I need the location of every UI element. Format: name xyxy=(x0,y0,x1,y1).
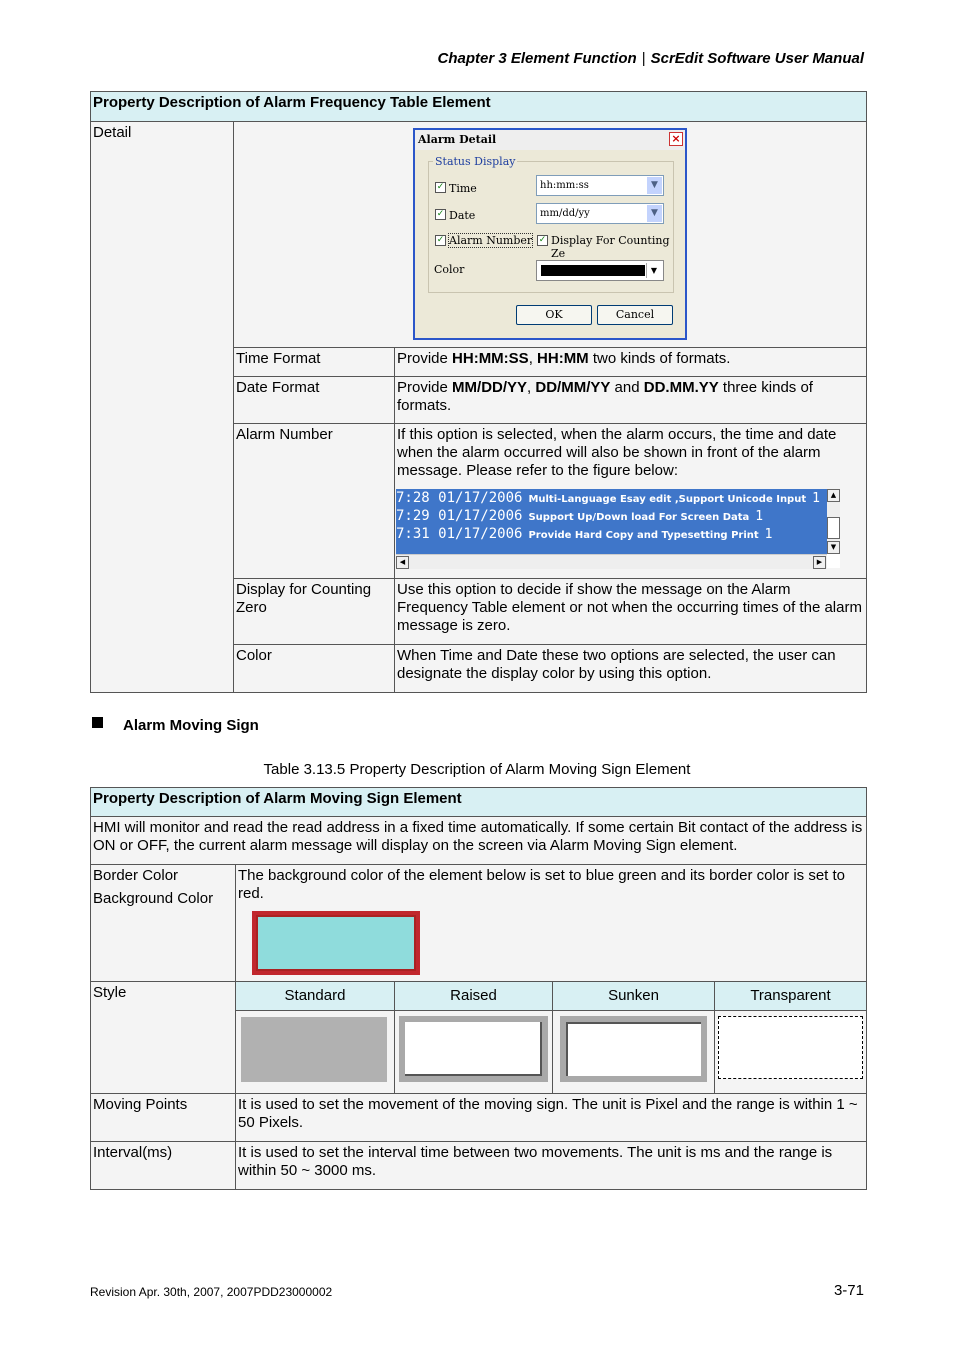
sunken-style-sample xyxy=(560,1016,707,1082)
chevron-down-icon: ▼ xyxy=(646,263,661,278)
time-label: Time xyxy=(449,182,477,195)
row-desc: When Time and Date these two options are selected, the user can designate the display color by using this option. xyxy=(395,645,867,693)
time-format-select[interactable]: hh:mm:ss ▼ xyxy=(536,175,664,196)
row-name: Display for Counting Zero xyxy=(234,579,395,645)
list-item: 7:29 01/17/2006 Support Up/Down load For Screen Data 1 xyxy=(396,508,764,524)
header-separator: | xyxy=(641,50,646,67)
style-transparent: Transparent xyxy=(715,982,867,1011)
alarm-detail-dialog xyxy=(413,128,687,340)
row-desc: It is used to set the interval time between two movements. The unit is ms and the range is within 50 ~ 3000 ms. xyxy=(236,1142,867,1190)
scroll-down-icon[interactable]: ▼ xyxy=(827,541,840,554)
group-label: Status Display xyxy=(435,155,516,168)
row-desc: Provide HH:MM:SS, HH:MM two kinds of formats. xyxy=(395,348,867,377)
scroll-up-icon[interactable]: ▲ xyxy=(827,489,840,502)
transparent-style-sample xyxy=(718,1016,863,1079)
color-swatch xyxy=(541,265,645,276)
intro-text: HMI will monitor and read the read address in a fixed time automatically. If some certain Bit contact of the address is ON or OFF, the current alarm message will display on the screen via Alarm Moving Sign element. xyxy=(91,817,867,865)
scroll-left-icon[interactable]: ◀ xyxy=(396,556,409,569)
row-desc: It is used to set the movement of the moving sign. The unit is Pixel and the range is within 1 ~ 50 Pixels. xyxy=(236,1094,867,1142)
vertical-scrollbar[interactable] xyxy=(827,489,840,554)
list-item: 7:31 01/17/2006 Provide Hard Copy and Typesetting Print 1 xyxy=(396,526,773,542)
chevron-down-icon: ▼ xyxy=(647,205,662,222)
scroll-right-icon[interactable]: ▶ xyxy=(813,556,826,569)
color-desc: The background color of the element below is set to blue green and its border color is set to red. xyxy=(236,865,867,982)
color-picker[interactable] xyxy=(536,260,664,281)
row-name: Alarm Number xyxy=(234,424,395,579)
table-caption: Table 3.13.5 Property Description of Alarm Moving Sign Element xyxy=(263,761,691,778)
dialog-titlebar xyxy=(415,130,685,150)
style-raised: Raised xyxy=(395,982,553,1011)
time-checkbox[interactable]: ✓ xyxy=(436,182,445,192)
row-desc: Use this option to decide if show the message on the Alarm Frequency Table element or not when the occurring times of the alarm message is zero. xyxy=(395,579,867,645)
dialog-title: Alarm Detail xyxy=(418,133,497,146)
counting-zero-checkbox[interactable]: ✓ xyxy=(538,235,547,245)
bullet-icon xyxy=(92,717,103,728)
raised-style-sample xyxy=(399,1016,548,1082)
date-format-select[interactable]: mm/dd/yy ▼ xyxy=(536,203,664,224)
style-standard: Standard xyxy=(236,982,395,1011)
running-header xyxy=(437,50,864,67)
style-label: Style xyxy=(91,982,236,1094)
cancel-button[interactable]: Cancel xyxy=(597,305,673,325)
close-icon[interactable]: × xyxy=(669,132,683,146)
standard-style-sample xyxy=(241,1017,387,1082)
row-name: Date Format xyxy=(234,377,395,424)
row-name: Moving Points xyxy=(91,1094,236,1142)
list-item: 7:28 01/17/2006 Multi-Language Esay edit ,Support Unicode Input 1 xyxy=(396,490,820,506)
moving-sign-color-demo xyxy=(252,911,420,975)
date-checkbox[interactable]: ✓ xyxy=(436,209,445,219)
detail-label: Detail xyxy=(91,122,234,693)
background-color-label: Background Color xyxy=(93,890,214,907)
chevron-down-icon: ▼ xyxy=(647,177,662,194)
date-label: Date xyxy=(449,209,476,222)
horizontal-scrollbar[interactable] xyxy=(396,554,827,569)
page-number: 3-71 xyxy=(833,1282,864,1299)
row-name: Time Format xyxy=(234,348,395,377)
alarm-list-figure xyxy=(396,489,840,568)
alarm-moving-sign-table xyxy=(90,787,867,1190)
color-label: Color xyxy=(434,263,465,276)
manual-title: ScrEdit Software User Manual xyxy=(650,50,864,67)
scroll-thumb[interactable] xyxy=(827,517,840,539)
row-name: Interval(ms) xyxy=(91,1142,236,1190)
table-title: Property Description of Alarm Frequency Table Element xyxy=(91,92,867,122)
color-labels xyxy=(91,865,236,982)
style-sunken: Sunken xyxy=(553,982,715,1011)
row-desc: If this option is selected, when the alarm occurs, the time and date when the alarm occurred will also be shown in front of the alarm message. Please refer to the figure below: xyxy=(395,424,867,579)
border-color-label: Border Color xyxy=(93,867,179,884)
chapter-title: Chapter 3 Element Function xyxy=(437,50,637,67)
alarm-number-label: Alarm Number xyxy=(449,234,533,247)
footer-revision: Revision Apr. 30th, 2007, 2007PDD23000002 xyxy=(90,1285,333,1299)
row-name: Color xyxy=(234,645,395,693)
ok-button[interactable]: OK xyxy=(516,305,592,325)
row-desc: Provide MM/DD/YY, DD/MM/YY and DD.MM.YY three kinds of formats. xyxy=(395,377,867,424)
table-title: Property Description of Alarm Moving Sign Element xyxy=(91,788,867,817)
counting-zero-label: Display For Counting Ze xyxy=(551,234,670,260)
alarm-number-checkbox[interactable]: ✓ xyxy=(436,235,445,245)
alarm-list xyxy=(396,489,827,554)
section-title: Alarm Moving Sign xyxy=(123,717,259,734)
